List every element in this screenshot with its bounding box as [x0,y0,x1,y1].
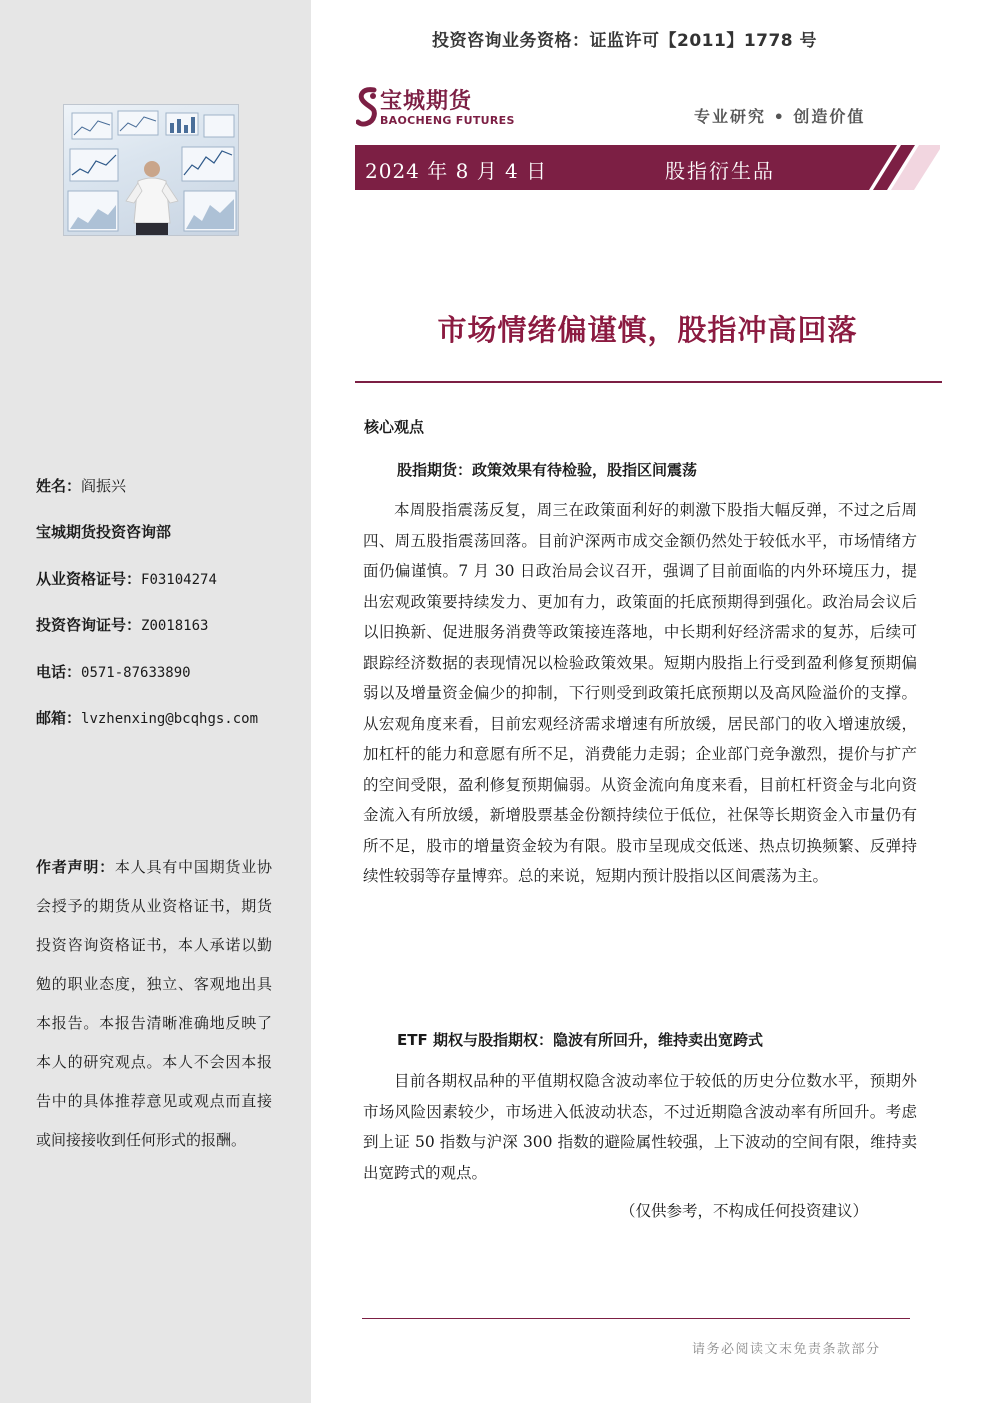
phone-label: 电话： [36,663,82,681]
logo-chinese-name: 宝城期货 [380,88,473,114]
analyst-chart-illustration [64,105,239,236]
qualification-value: F03104274 [141,572,217,588]
qualification-number [36,569,217,590]
qualification-label: 从业资格证号： [36,570,142,588]
author-name-value: 阎振兴 [81,477,127,495]
company-logo [356,84,526,132]
sidebar [0,0,311,1403]
section2-paragraph: 目前各期权品种的平值期权隐含波动率位于较低的历史分位数水平，预期外市场风险因素较少，市场进入低波动状态，不过近期隐含波动率有所回升。考虑到上证 50 指数与沪深 300 指数的避险属性较强，上下波动的空间有限，维持卖出宽跨式的观点。 [363,1072,917,1182]
footer-note: 请务必阅读文末免责条款部分 [692,1342,881,1357]
date-banner [355,145,940,190]
reference-note: （仅供参考，不构成任何投资建议） [620,1202,869,1220]
phone-value: 0571-87633890 [81,665,191,681]
slogan: 专业研究 • 创造价值 [694,107,866,126]
core-heading: 核心观点 [364,418,425,436]
report-category: 股指衍生品 [665,159,775,183]
phone [36,662,191,683]
email-value: lvzhenxing@bcqhgs.com [81,711,259,727]
license-info: 投资咨询业务资格：证监许可【2011】1778 号 [432,31,818,51]
statement-label: 作者声明： [36,858,115,876]
advisory-label: 投资咨询证号： [36,616,142,634]
section1-paragraph: 本周股指震荡反复，周三在政策面利好的刺激下股指大幅反弹，不过之后周四、周五股指震荡回落。目前沪深两市成交金额仍然处于较低水平，市场情绪方面仍偏谨慎。7 月 30 日政治局会议召开，强调了目前面临的内外环境压力，提出宏观政策要持续发力、更加有力，政策面的托底预期得到强化。政治局会议后以旧换新、促进服务消费等政策接连落地，中长期利好经济需求的复苏，后续可跟踪经济数据的表现情况以检验政策效果。短期内股指上行受到盈利修复预期偏弱以及增量资金偏少的抑制，下行则受到政策托底预期以及高风险溢价的支撑。从宏观角度来看，目前宏观经济需求增速有所放缓，居民部门的收入增速放缓，加杠杆的能力和意愿有所不足，消费能力走弱；企业部门竞争激烈，提价与扩产的空间受限，盈利修复预期偏弱。从资金流向角度来看，目前杠杆资金与北向资金流入有所放缓，新增股票基金份额持续位于低位，社保等长期资金入市量仍有所不足，股市的增量资金较为有限。股市呈现成交低迷、热点切换频繁、反弹持续性较弱等存量博弈。总的来说，短期内预计股指以区间震荡为主。 [363,501,917,885]
email-label: 邮箱： [36,709,82,727]
author-name-label: 姓名： [36,477,82,495]
statement-text: 本人具有中国期货业协会授予的期货从业资格证书，期货投资咨询资格证书，本人承诺以勤勉的职业态度，独立、客观地出具本报告。本报告清晰准确地反映了本人的研究观点。本人不会因本报告中的具体推荐意见或观点而直接或间接接收到任何形式的报酬。 [36,858,272,1149]
author-statement [36,848,272,1160]
section2-heading: ETF 期权与股指期权：隐波有所回升，维持卖出宽跨式 [397,1031,763,1049]
department: 宝城期货投资咨询部 [36,523,172,541]
advisory-number [36,615,208,636]
logo-english-name: BAOCHENG FUTURES [380,114,515,127]
author-name [36,476,126,496]
section1-heading: 股指期货：政策效果有待检验，股指区间震荡 [397,461,698,479]
advisory-value: Z0018163 [141,618,209,634]
email [36,708,258,729]
report-date: 2024 年 8 月 4 日 [365,159,548,183]
report-title: 市场情绪偏谨慎，股指冲高回落 [437,313,858,347]
title-divider [355,381,942,383]
footer-divider [362,1318,910,1319]
cover-image [63,104,239,236]
baocheng-logo-icon [356,86,380,130]
